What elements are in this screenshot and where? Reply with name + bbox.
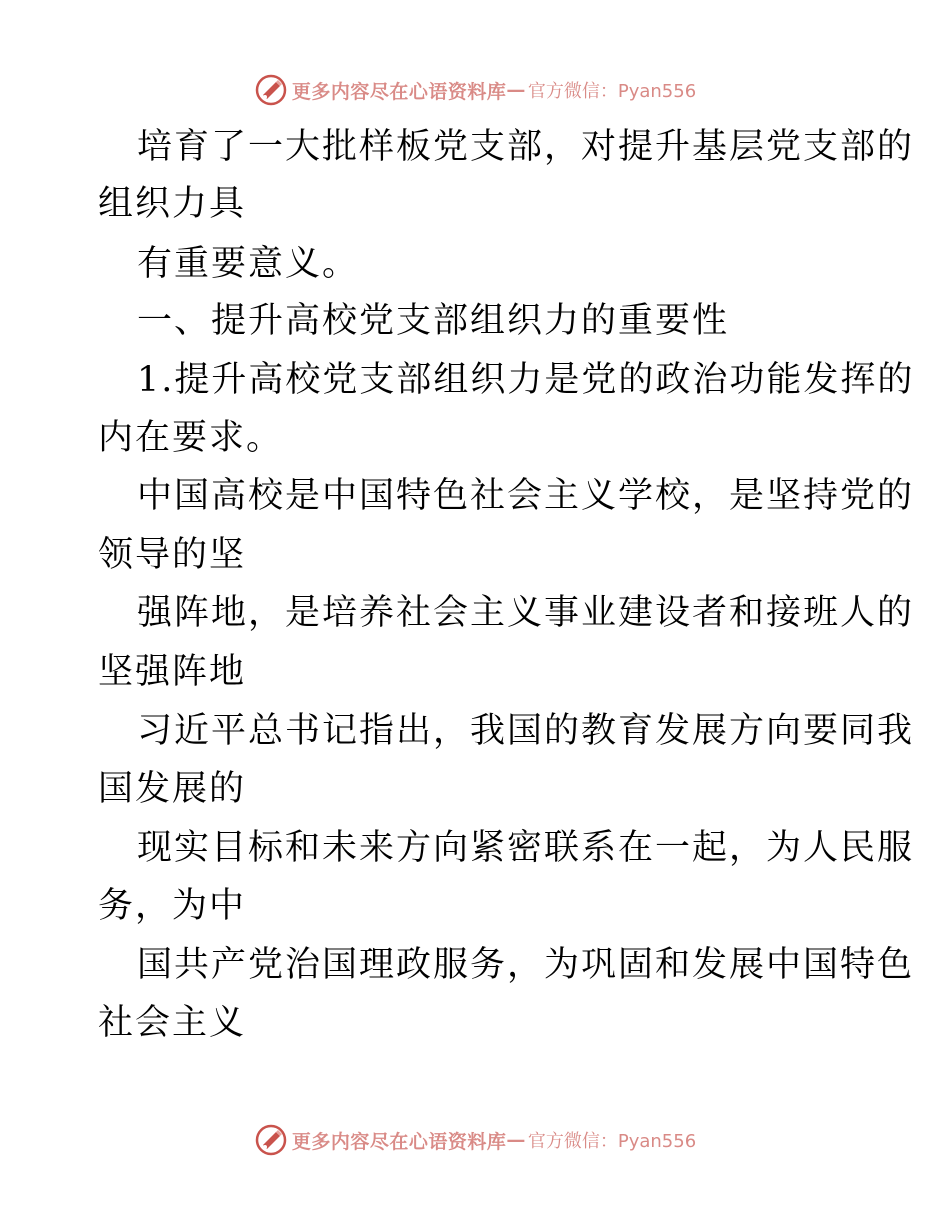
paragraph-line: 坚强阵地 [98, 652, 247, 692]
logo-icon [254, 73, 288, 107]
paragraph-line: 现实目标和未来方向紧密联系在一起，为人民服 [137, 828, 915, 868]
paragraph-line: 强阵地，是培养社会主义事业建设者和接班人的 [137, 593, 915, 633]
footer-watermark [0, 1118, 950, 1162]
paragraph-line: 国发展的 [98, 769, 247, 809]
header-watermark [0, 68, 950, 112]
watermark-main-text: 更多内容尽在心语资料库 [291, 80, 507, 103]
watermark-wechat-text: 官方微信：Pyan556 [527, 1131, 697, 1152]
paragraph-line: 培育了一大批样板党支部，对提升基层党支部的 [137, 127, 915, 167]
paragraph-line: 国共产党治国理政服务，为巩固和发展中国特色 [137, 945, 915, 985]
paragraph-line: 组织力具 [98, 184, 247, 224]
logo-icon [254, 1123, 288, 1157]
paragraph-line: 习近平总书记指出，我国的教育发展方向要同我 [137, 711, 915, 751]
subsection-heading: 1.提升高校党支部组织力是党的政治功能发挥的 [137, 360, 915, 400]
paragraph-line: 务，为中 [98, 886, 247, 926]
watermark-wechat-text: 官方微信：Pyan556 [527, 81, 697, 102]
paragraph-line: 中国高校是中国特色社会主义学校，是坚持党的 [137, 476, 915, 516]
paragraph-line: 有重要意义。 [137, 244, 360, 284]
paragraph-line: 社会主义 [98, 1003, 247, 1043]
section-heading: 一、提升高校党支部组织力的重要性 [137, 301, 730, 341]
watermark-main-text: 更多内容尽在心语资料库 [291, 1130, 507, 1153]
watermark-dash: — [506, 1129, 526, 1151]
paragraph-line: 领导的坚 [98, 535, 247, 575]
watermark-dash: — [506, 79, 526, 101]
subsection-heading-cont: 内在要求。 [98, 418, 284, 458]
